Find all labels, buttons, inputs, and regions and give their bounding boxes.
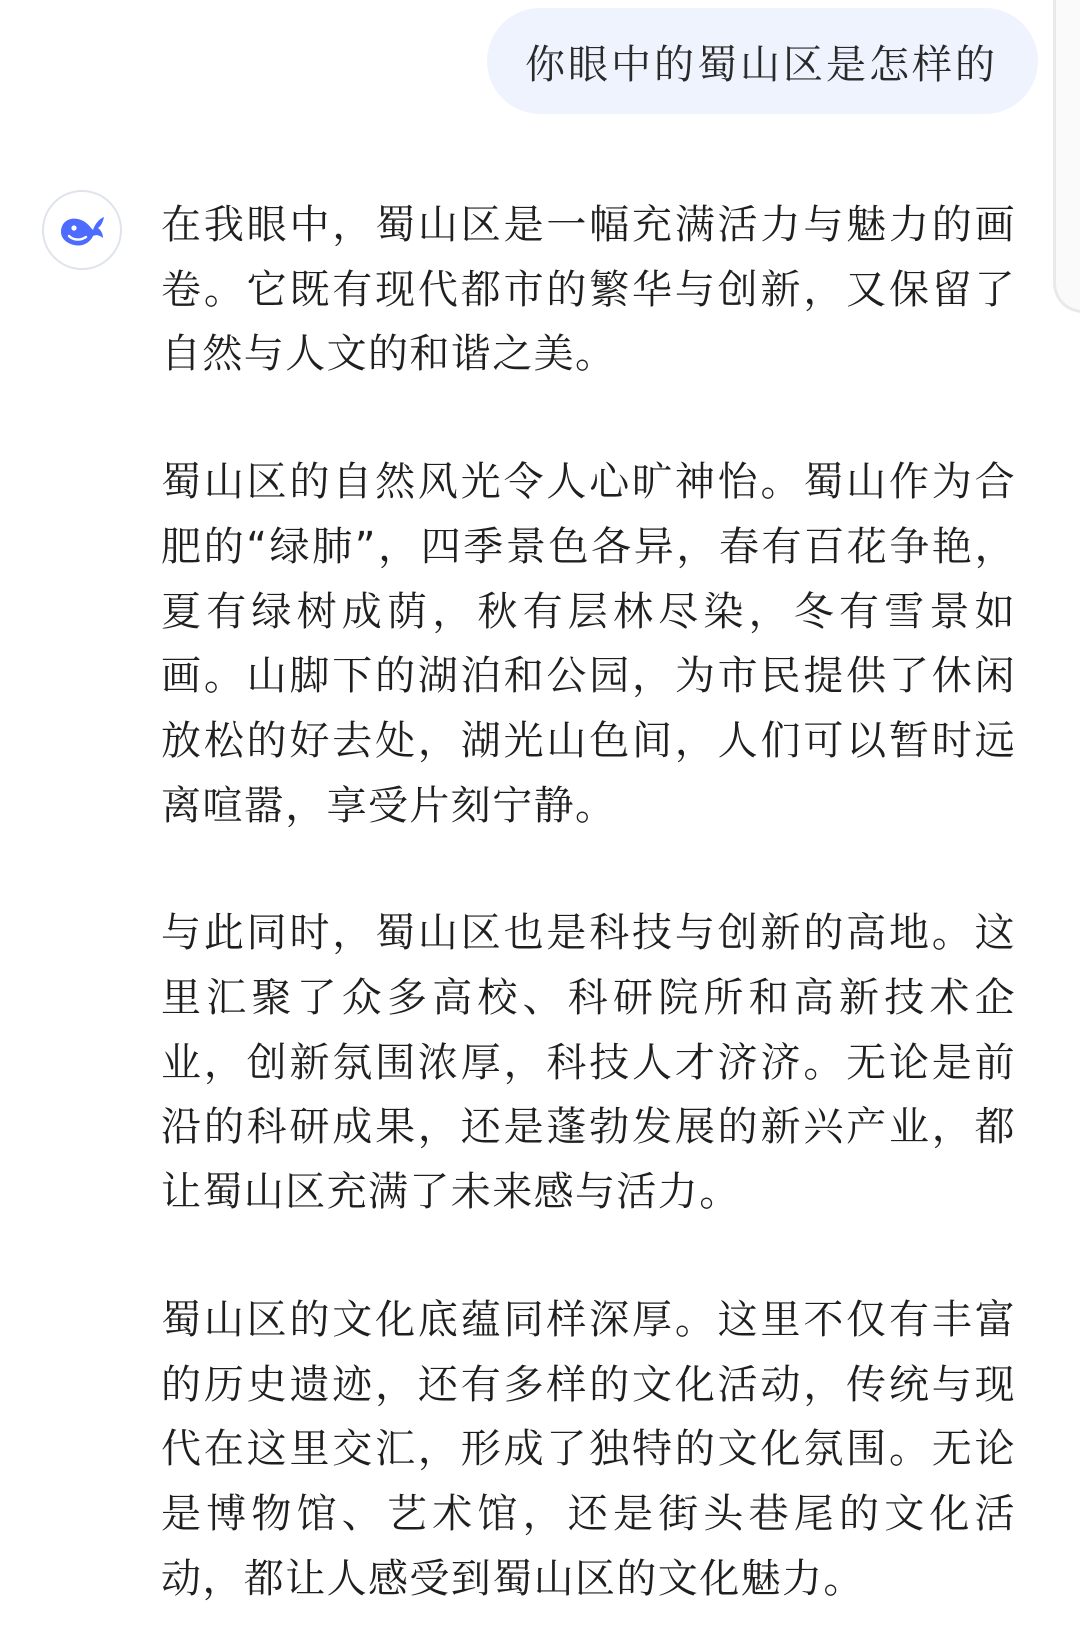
whale-logo-icon	[57, 210, 107, 250]
user-message-text: 你眼中的蜀山区是怎样的	[525, 41, 998, 88]
side-panel-edge	[1053, 0, 1080, 313]
assistant-avatar	[42, 190, 122, 270]
assistant-reply	[161, 193, 1016, 1639]
reply-paragraph: 蜀山区的自然风光令人心旷神怡。蜀山作为合肥的“绿肺”，四季景色各异，春有百花争艳，夏有绿树成荫，秋有层林尽染，冬有雪景如画。山脚下的湖泊和公园，为市民提供了休闲放松的好去处，湖光山色间，人们可以暂时远离喧嚣，享受片刻宁静。	[161, 459, 1016, 829]
reply-paragraph: 在我眼中，蜀山区是一幅充满活力与魅力的画卷。它既有现代都市的繁华与创新，又保留了自然与人文的和谐之美。	[161, 202, 1016, 378]
reply-paragraph: 与此同时，蜀山区也是科技与创新的高地。这里汇聚了众多高校、科研院所和高新技术企业，创新氛围浓厚，科技人才济济。无论是前沿的科研成果，还是蓬勃发展的新兴产业，都让蜀山区充满了未来感与活力。	[161, 910, 1016, 1216]
user-message-bubble[interactable]	[487, 8, 1038, 114]
reply-paragraph: 蜀山区的文化底蕴同样深厚。这里不仅有丰富的历史遗迹，还有多样的文化活动，传统与现代在这里交汇，形成了独特的文化氛围。无论是博物馆、艺术馆，还是街头巷尾的文化活动，都让人感受到蜀山区的文化魅力。	[161, 1296, 1016, 1602]
